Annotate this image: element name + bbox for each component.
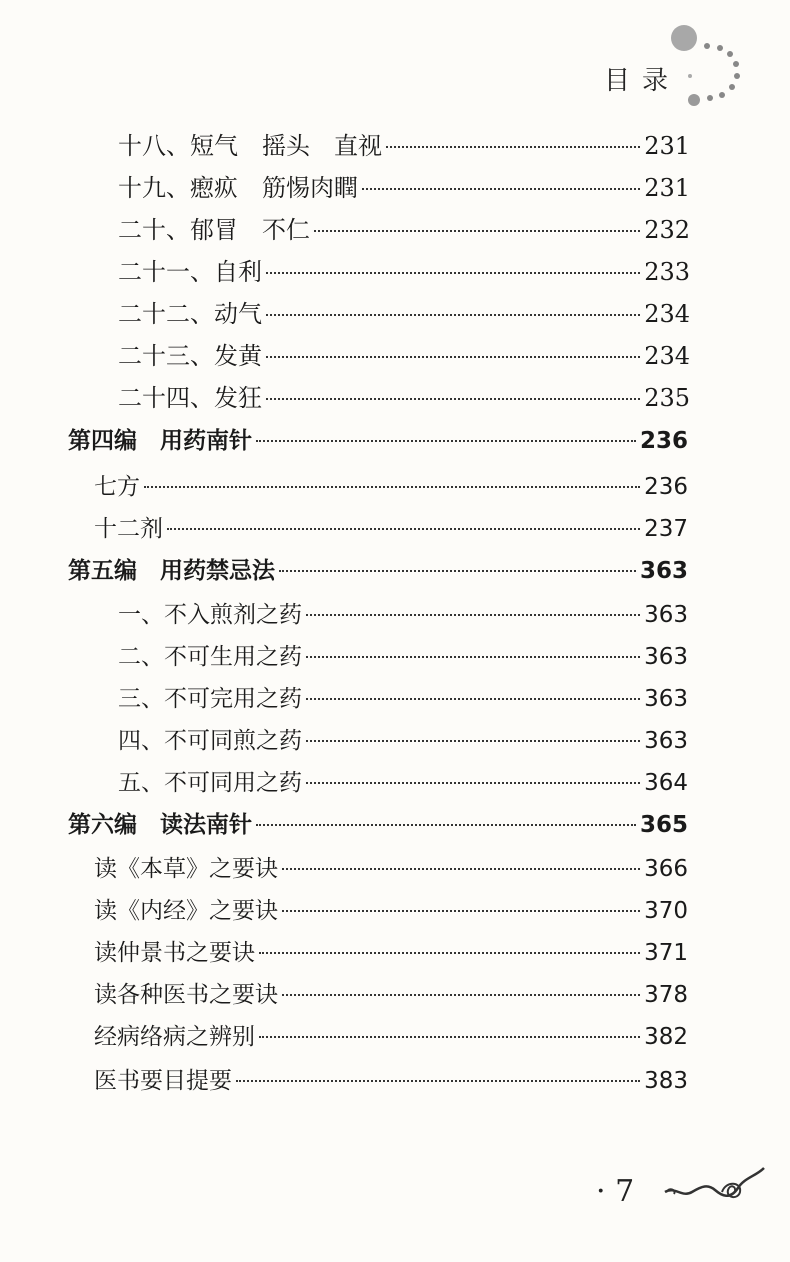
toc-entry[interactable] — [118, 680, 688, 714]
toc-entry-page: 363 — [644, 602, 688, 628]
toc-entry[interactable] — [94, 1062, 688, 1096]
toc-entry-page: 363 — [644, 728, 688, 754]
toc-entry[interactable] — [94, 468, 688, 502]
toc-entry-page: 231 — [644, 174, 690, 202]
swirl-ornament-icon — [660, 1158, 770, 1208]
page-number: · 7 — [596, 1174, 635, 1209]
toc-entry-label: 二、不可生用之药 — [118, 644, 302, 670]
dot-leader — [306, 698, 640, 700]
toc-entry[interactable] — [118, 722, 688, 756]
dot-leader — [306, 740, 640, 742]
toc-entry-label: 五、不可同用之药 — [118, 770, 302, 796]
toc-entry-page: 236 — [639, 428, 688, 454]
toc-entry[interactable] — [118, 126, 690, 160]
toc-entry[interactable] — [118, 252, 690, 286]
toc-entry[interactable] — [118, 596, 688, 630]
toc-entry-label: 十八、短气 摇头 直视 — [118, 132, 382, 160]
page-title: 目录 — [604, 66, 681, 96]
toc-entry-page: 366 — [644, 856, 688, 882]
toc-entry[interactable] — [94, 510, 688, 544]
dot-leader — [259, 1036, 640, 1038]
toc-entry-page: 237 — [644, 516, 688, 542]
toc-entry[interactable] — [94, 1018, 688, 1052]
toc-entry[interactable] — [94, 976, 688, 1010]
dot-leader — [266, 314, 640, 316]
toc-entry-label: 四、不可同煎之药 — [118, 728, 302, 754]
toc-entry-page: 234 — [644, 300, 690, 328]
toc-entry-page: 363 — [644, 644, 688, 670]
toc-entry-label: 经病络病之辨别 — [94, 1024, 255, 1050]
dot-leader — [259, 952, 640, 954]
toc-entry[interactable] — [118, 294, 690, 328]
dot-leader — [306, 614, 640, 616]
toc-entry-page: 234 — [644, 342, 690, 370]
toc-entry-page: 232 — [644, 216, 690, 244]
toc-entry-page: 364 — [644, 770, 688, 796]
dot-leader — [386, 146, 640, 148]
toc-section-heading[interactable] — [68, 552, 688, 586]
toc-entry-label: 二十三、发黄 — [118, 342, 262, 370]
toc-entry-label: 医书要目提要 — [94, 1068, 232, 1094]
toc-entry-label: 三、不可完用之药 — [118, 686, 302, 712]
toc-entry-page: 378 — [644, 982, 688, 1008]
toc-entry-page: 370 — [644, 898, 688, 924]
toc-entry-page: 363 — [639, 558, 688, 584]
toc-entry-label: 二十一、自利 — [118, 258, 262, 286]
toc-entry-page: 363 — [644, 686, 688, 712]
toc-entry-label: 第六编 读法南针 — [68, 812, 252, 838]
toc-entry[interactable] — [94, 892, 688, 926]
toc-entry-label: 二十二、动气 — [118, 300, 262, 328]
toc-entry-label: 读各种医书之要诀 — [94, 982, 278, 1008]
toc-entry-page: 371 — [644, 940, 688, 966]
toc-entry-label: 读仲景书之要诀 — [94, 940, 255, 966]
toc-entry-label: 第四编 用药南针 — [68, 428, 252, 454]
dot-leader — [167, 528, 640, 530]
toc-entry[interactable] — [118, 168, 690, 202]
toc-entry-page: 233 — [644, 258, 690, 286]
toc-entry[interactable] — [118, 378, 690, 412]
toc-entry[interactable] — [118, 210, 690, 244]
toc-entry[interactable] — [118, 336, 690, 370]
dot-leader — [256, 824, 636, 826]
dot-leader — [314, 230, 640, 232]
toc-entry-page: 383 — [644, 1068, 688, 1094]
dot-leader — [306, 656, 640, 658]
dot-leader — [266, 356, 640, 358]
toc-entry-label: 十二剂 — [94, 516, 163, 542]
toc-entry[interactable] — [118, 638, 688, 672]
toc-section-heading[interactable] — [68, 806, 688, 840]
toc-entry-label: 读《内经》之要诀 — [94, 898, 278, 924]
toc-entry-page: 382 — [644, 1024, 688, 1050]
dot-leader — [282, 910, 640, 912]
dot-leader — [282, 868, 640, 870]
toc-entry-page: 235 — [644, 384, 690, 412]
toc-entry-label: 第五编 用药禁忌法 — [68, 558, 275, 584]
toc-section-heading[interactable] — [68, 422, 688, 456]
toc-entry[interactable] — [94, 850, 688, 884]
dot-leader — [279, 570, 636, 572]
toc-entry-label: 七方 — [94, 474, 140, 500]
dot-leader — [144, 486, 640, 488]
toc-entry-page: 236 — [644, 474, 688, 500]
dot-leader — [256, 440, 636, 442]
toc-entry-label: 十九、瘛疭 筋惕肉瞤 — [118, 174, 358, 202]
toc-entry-page: 365 — [639, 812, 688, 838]
toc-entry-label: 二十四、发狂 — [118, 384, 262, 412]
dot-leader — [282, 994, 640, 996]
dot-leader — [362, 188, 640, 190]
toc-entry-page: 231 — [644, 132, 690, 160]
dot-leader — [266, 398, 640, 400]
toc-entry-label: 二十、郁冒 不仁 — [118, 216, 310, 244]
dot-leader — [306, 782, 640, 784]
dot-leader — [266, 272, 640, 274]
toc-entry[interactable] — [118, 764, 688, 798]
dot-leader — [236, 1080, 640, 1082]
toc-entry-label: 读《本草》之要诀 — [94, 856, 278, 882]
toc-entry-label: 一、不入煎剂之药 — [118, 602, 302, 628]
toc-entry[interactable] — [94, 934, 688, 968]
